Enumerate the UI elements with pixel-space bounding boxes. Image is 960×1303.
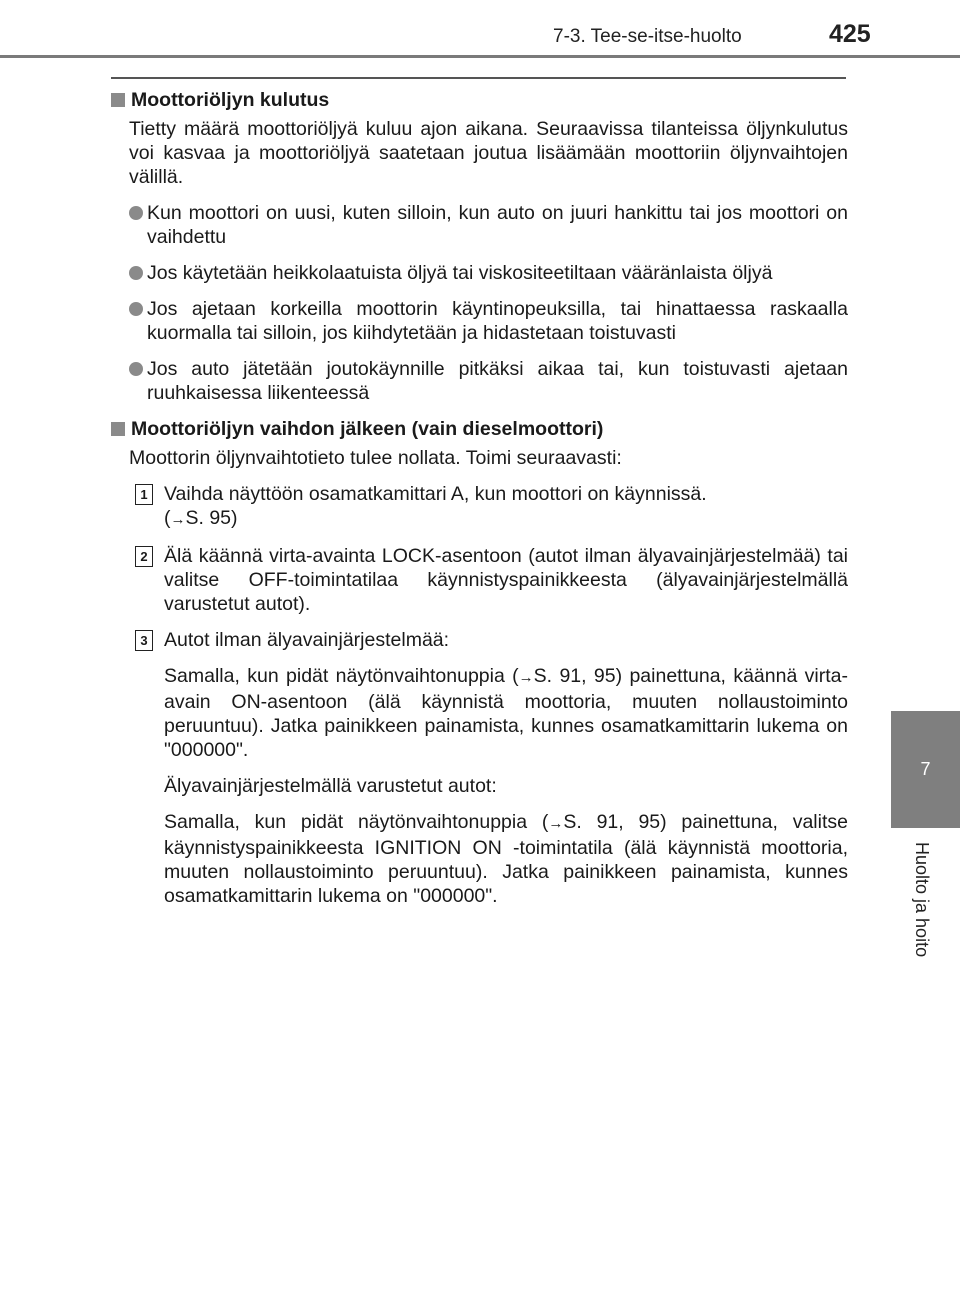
page-number: 425 bbox=[829, 20, 871, 48]
chapter-title: Huolto ja hoito bbox=[912, 842, 932, 958]
circle-bullet-icon bbox=[129, 362, 143, 376]
circle-bullet-icon bbox=[129, 302, 143, 316]
arrow-right-icon: → bbox=[548, 815, 564, 832]
chapter-tab bbox=[891, 711, 960, 828]
paragraph: Moottorin öljynvaihtotieto tulee nollata. Toimi seuraavasti: bbox=[129, 447, 622, 469]
square-bullet-icon bbox=[111, 422, 125, 436]
text: Samalla, kun pidät näytönvaihtonuppia ( bbox=[164, 665, 519, 687]
subheading: Älyavainjärjestelmällä varustetut autot: bbox=[164, 775, 497, 797]
paragraph bbox=[164, 810, 848, 908]
step-3 bbox=[140, 628, 848, 652]
step-number: 2 bbox=[135, 546, 153, 567]
list-item bbox=[129, 297, 848, 345]
page-reference: S. 95) bbox=[185, 507, 238, 529]
list-item-text: Jos ajetaan korkeilla moottorin käyntinopeuksilla, tai hinattaessa raskaalla kuormalla tai silloin, jos kiihdytetään ja hidastetaan toistuvasti bbox=[147, 298, 848, 344]
text: S. 91, 95) painettuna, käännä virta-avain ON-asentoon (älä käynnistä moottoria, muuten nollaustoiminto peruuntuu). Jatka painikkeen painamista, kunnes osamatkamittarin lukema on "000000". bbox=[164, 665, 848, 761]
heading-text: Moottoriöljyn vaihdon jälkeen (vain dieselmoottori) bbox=[131, 418, 604, 440]
step-2 bbox=[140, 544, 848, 616]
circle-bullet-icon bbox=[129, 266, 143, 280]
step-number: 1 bbox=[135, 484, 153, 505]
list-item-text: Jos auto jätetään joutokäynnille pitkäksi aikaa tai, kun toistuvasti ajetaan ruuhkaisessa liikenteessä bbox=[147, 358, 848, 404]
list-item bbox=[129, 357, 848, 405]
section-heading-after-oil-change bbox=[111, 417, 848, 441]
section-title: 7-3. Tee-se-itse-huolto bbox=[553, 26, 742, 47]
list-item bbox=[129, 261, 848, 285]
page-content bbox=[111, 88, 848, 908]
header-rule bbox=[0, 55, 960, 58]
list-item-text: Kun moottori on uusi, kuten silloin, kun auto on juuri hankittu tai jos moottori on vaihdettu bbox=[147, 202, 848, 248]
step-number: 3 bbox=[135, 630, 153, 651]
section-heading-oil-consumption bbox=[111, 88, 848, 112]
arrow-right-icon: → bbox=[170, 511, 186, 528]
arrow-right-icon: → bbox=[518, 669, 534, 686]
step-text: Vaihda näyttöön osamatkamittari A, kun moottori on käynnissä. bbox=[164, 483, 707, 505]
circle-bullet-icon bbox=[129, 206, 143, 220]
chapter-number: 7 bbox=[920, 759, 931, 779]
text: Samalla, kun pidät näytönvaihtonuppia ( bbox=[164, 811, 549, 833]
step-text: Autot ilman älyavainjärjestelmää: bbox=[164, 629, 450, 651]
list-item-text: Jos käytetään heikkolaatuista öljyä tai viskositeetiltaan vääränlaista öljyä bbox=[147, 262, 773, 284]
step-text: Älä käännä virta-avainta LOCK-asentoon (autot ilman älyavainjärjestelmää) tai valitse OFF-toimintatilaa käynnistyspainikkeesta (älyavainjärjestelmällä varustetut autot). bbox=[164, 545, 848, 615]
paragraph: Tietty määrä moottoriöljyä kuluu ajon aikana. Seuraavissa tilanteissa öljynkulutus voi kasvaa ja moottoriöljyä saatetaan joutua lisäämään moottoriin öljynvaihtojen välillä. bbox=[129, 118, 848, 188]
list-item bbox=[129, 201, 848, 249]
text: S. 91, 95) painettuna, valitse käynnistyspainikkeesta IGNITION ON -toimintatila (älä käynnistä moottoria, muuten nollaustoiminto peruuntuu). Jatka painikkeen painamista, kunnes osamatkamittarin lukema on "000000". bbox=[164, 811, 848, 907]
reference-open: ( bbox=[164, 507, 171, 529]
content-rule bbox=[111, 77, 846, 79]
step-1 bbox=[140, 482, 848, 532]
heading-text: Moottoriöljyn kulutus bbox=[131, 89, 330, 111]
paragraph bbox=[164, 664, 848, 762]
square-bullet-icon bbox=[111, 93, 125, 107]
